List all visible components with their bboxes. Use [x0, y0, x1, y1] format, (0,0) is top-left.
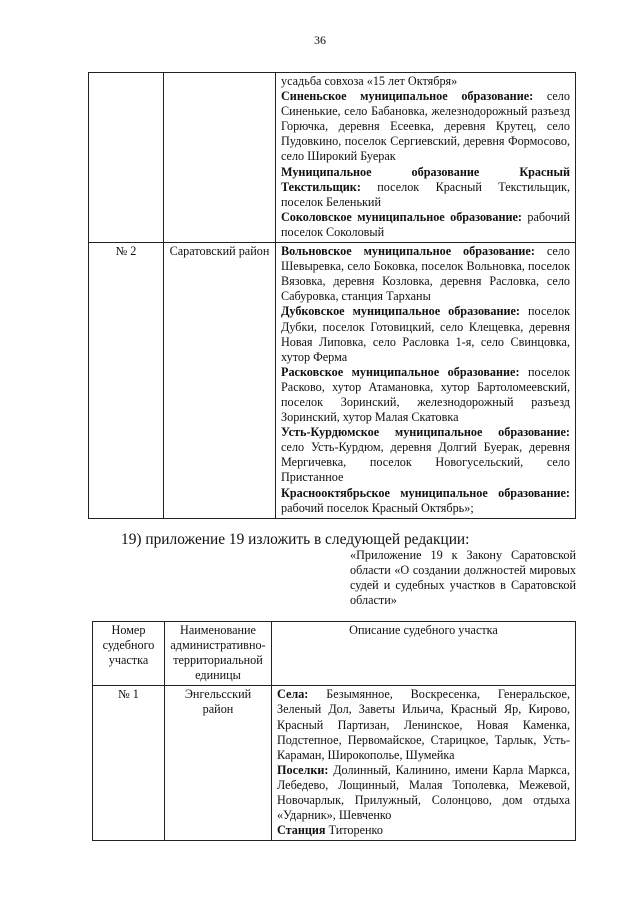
table-row: [89, 243, 576, 519]
table-header-row: [93, 622, 576, 686]
municipality-entry: [281, 304, 570, 364]
court-number-cell: № 2: [89, 243, 164, 519]
municipality-title: Расковское муниципальное образование:: [281, 364, 520, 379]
court-number-cell: [89, 73, 164, 243]
municipality-settlements: село Усть-Курдюм, деревня Долгий Буерак, деревня Мергичевка, поселок Новогусельский, село Пристанное: [281, 440, 570, 485]
district-cell: Саратовский район: [164, 243, 276, 519]
municipality-entry: [281, 425, 570, 485]
court-districts-table: [92, 621, 576, 841]
municipality-settlements: рабочий поселок Соколовый: [281, 209, 571, 239]
settlement-group-title: Села:: [277, 687, 309, 702]
municipality-settlements: село Синенькие, село Бабановка, железнодорожный разъезд Горючка, деревня Есеевка, деревня Крутец, село Пудовкино, поселок Сергиевский, деревня Формосово, село Широкий Буерак: [281, 89, 570, 164]
municipality-title: Синеньское муниципальное образование:: [281, 89, 534, 104]
municipality-entry: [281, 210, 570, 240]
amendment-intro: 19) приложение 19 изложить в следующей редакции:: [121, 531, 470, 548]
municipality-settlements: поселок Красный Текстильщик, поселок Беленький: [281, 179, 570, 209]
court-number-cell: № 1: [93, 686, 165, 841]
municipality-title: Усть-Курдюмское муниципальное образование:: [281, 425, 570, 440]
municipality-entry: [281, 486, 570, 516]
table-row: [93, 686, 576, 841]
municipality-settlements: поселок Расково, хутор Атамановка, хутор Бартоломеевский, поселок Зоринский, железнодорожный разъезд Зоринский, хутор Малая Скатовка: [281, 364, 571, 425]
municipality-entry: [281, 89, 570, 164]
description-cell: [272, 686, 576, 841]
settlement-group-title: Станция: [277, 823, 326, 838]
settlement-group-entry: [277, 687, 570, 762]
municipality-settlements: усадьба совхоза «15 лет Октября»: [281, 74, 458, 88]
column-header-unit: Наименование административно-территориальной единицы: [165, 622, 272, 686]
settlement-group-title: Поселки:: [277, 762, 329, 777]
municipality-title: Муниципальное образование Красный Текстильщик:: [281, 164, 570, 194]
description-cell: [276, 243, 576, 519]
district-cell: [164, 73, 276, 243]
page-number: 36: [314, 33, 326, 47]
appendix-header: «Приложение 19 к Закону Саратовской области «О создании должностей мировых судей и судебных участков в Саратовской области»: [350, 548, 576, 608]
municipality-title: Вольновское муниципальное образование:: [281, 244, 535, 259]
settlement-group-list: Безымянное, Воскресенка, Генеральское, Зеленый Дол, Заветы Ильича, Красный Яр, Кирово, Красный Партизан, Ленинское, Новая Каменка, Подстепное, Первомайское, Старицкое, Тарлык, Усть-Караман, Широкополье, Шумейка: [277, 687, 570, 762]
municipality-settlements: поселок Дубки, поселок Готовицкий, село Клещевка, деревня Новая Липовка, село Расловка 1-я, село Свинцовка, хутор Ферма: [281, 304, 571, 364]
settlement-group-entry: [277, 763, 570, 823]
column-header-description: Описание судебного участка: [272, 622, 576, 686]
municipality-title: Краснооктябрьское муниципальное образование:: [281, 485, 570, 500]
settlement-group-list: Долинный, Калинино, имени Карла Маркса, Лебедево, Лощинный, Малая Тополевка, Межевой, Новочарлык, Прилужный, Солонцово, дом отдыха «Ударник», Шевченко: [277, 762, 570, 823]
municipality-title: Дубковское муниципальное образование:: [281, 304, 520, 319]
municipality-entry: [281, 244, 570, 304]
municipality-title: Соколовское муниципальное образование:: [281, 209, 522, 224]
column-header-number: Номер судебного участка: [93, 622, 165, 686]
districts-table-continued: [88, 72, 576, 519]
municipality-settlements: село Шевыревка, село Боковка, поселок Вольновка, поселок Вязовка, деревня Козловка, деревня Расловка, село Сабуровка, станция Тарханы: [281, 244, 570, 304]
municipality-settlements: рабочий поселок Красный Октябрь»;: [281, 500, 474, 515]
municipality-entry: [281, 165, 570, 210]
settlement-group-list: Титоренко: [325, 823, 383, 838]
municipality-entry: [281, 365, 570, 425]
description-cell: [276, 73, 576, 243]
table-row: [89, 73, 576, 243]
municipality-entry: [281, 74, 570, 89]
district-cell: Энгельсский район: [165, 686, 272, 841]
settlement-group-entry: [277, 823, 570, 838]
